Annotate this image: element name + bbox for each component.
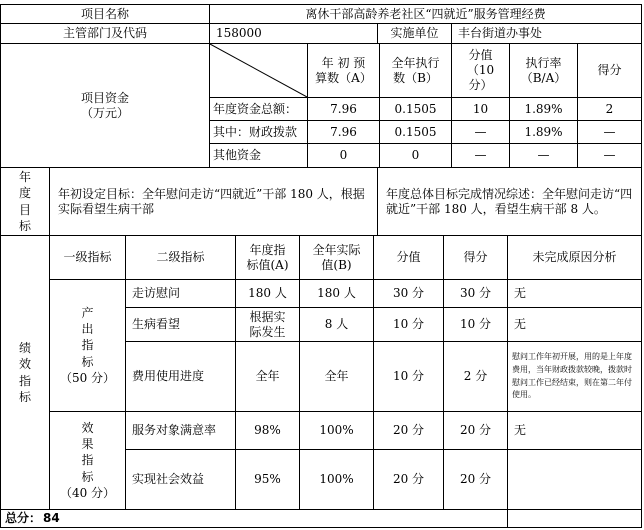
funds-diagonal-header [210,44,308,98]
perf-header-actual: 全年实际 值(B) [300,236,374,280]
col-initial-budget: 年 初 预 算数（A） [308,44,380,98]
perf-row-score: 20 分 [444,450,508,510]
perf-row-score-value: 10 分 [374,342,444,412]
perf-row-score: 20 分 [444,412,508,450]
perf-row-target: 98% [236,412,300,450]
perf-header-level1: 一级指标 [50,236,126,280]
funds-row-label: 其中：财政拨款 [210,121,308,144]
funds-row-score: 2 [578,98,642,121]
perf-row-score: 2 分 [444,342,508,412]
funds-row-budget: 7.96 [308,121,380,144]
col-exec-rate: 执行率 （B/A） [510,44,578,98]
output-indicators-group: 产 出 指 标 （50 分） [50,280,126,412]
goal-summary-text: 年度总体目标完成情况综述：全年慰问走访“四就近”干部 180 人，看望生病干部 8 人。 [378,168,642,236]
funds-row-rate: 1.89% [510,121,578,144]
perf-row-actual: 全年 [300,342,374,412]
perf-row-score-value: 20 分 [374,412,444,450]
funds-row-exec: 0 [380,144,452,168]
perf-row-score-value: 10 分 [374,308,444,342]
impl-unit-label: 实施单位 [378,24,452,44]
perf-row-indicator: 走访慰问 [126,280,236,308]
perf-row-reason: 无 [508,308,642,342]
perf-row-reason [508,450,642,510]
total-label: 总分： [5,511,42,525]
impl-unit-value: 丰台街道办事处 [452,24,642,44]
funds-section-label: 项目资金 （万元） [0,44,210,168]
funds-row-label: 年度资金总额： [210,98,308,121]
funds-row-label: 其他资金 [210,144,308,168]
dept-label: 主管部门及代码 [0,24,210,44]
col-score: 得分 [578,44,642,98]
funds-row-score: — [578,121,642,144]
perf-row-reason: 慰问工作年初开展，用的是上年度费用，当年财政拨款较晚，拨款时慰问工作已经结束，则在第二年付使用。 [508,342,642,412]
funds-row-score-value: 10 [452,98,510,121]
perf-row-actual: 100% [300,450,374,510]
funds-row-budget: 7.96 [308,98,380,121]
perf-row-actual: 8 人 [300,308,374,342]
total-blank [508,510,642,528]
perf-row-score-value: 30 分 [374,280,444,308]
project-name-label: 项目名称 [0,4,210,24]
funds-row-exec: 0.1505 [380,98,452,121]
perf-row-actual: 100% [300,412,374,450]
annual-goals-label: 年 度 目 标 [0,168,50,236]
perf-row-score-value: 20 分 [374,450,444,510]
perf-header-score: 得分 [444,236,508,280]
project-name-value: 离休干部高龄养老社区“四就近”服务管理经费 [210,4,642,24]
perf-row-indicator: 生病看望 [126,308,236,342]
funds-row-score-value: — [452,121,510,144]
total-value: 84 [43,511,60,525]
perf-row-reason: 无 [508,280,642,308]
perf-row-target: 95% [236,450,300,510]
funds-row-exec: 0.1505 [380,121,452,144]
perf-header-score-value: 分值 [374,236,444,280]
perf-row-target: 180 人 [236,280,300,308]
funds-row-score-value: — [452,144,510,168]
perf-row-reason: 无 [508,412,642,450]
col-annual-exec: 全年执行 数（B） [380,44,452,98]
perf-row-indicator: 实现社会效益 [126,450,236,510]
funds-row-rate: — [510,144,578,168]
perf-row-target: 全年 [236,342,300,412]
performance-label: 绩 效 指 标 [0,236,50,510]
perf-row-target: 根据实 际发生 [236,308,300,342]
funds-row-budget: 0 [308,144,380,168]
initial-goal-text: 年初设定目标：全年慰问走访“四就近”干部 180 人，根据实际看望生病干部 [50,168,378,236]
perf-header-level2: 二级指标 [126,236,236,280]
dept-code: 158000 [210,24,378,44]
total-score [0,510,508,528]
perf-row-score: 10 分 [444,308,508,342]
perf-row-actual: 180 人 [300,280,374,308]
effect-indicators-group: 效 果 指 标 （40 分） [50,412,126,510]
perf-header-reason: 未完成原因分析 [508,236,642,280]
funds-row-score: — [578,144,642,168]
perf-header-target: 年度指 标值(A) [236,236,300,280]
perf-row-indicator: 费用使用进度 [126,342,236,412]
funds-row-rate: 1.89% [510,98,578,121]
perf-row-score: 30 分 [444,280,508,308]
diagonal-line [210,44,307,97]
col-score-value: 分值 （10 分） [452,44,510,98]
perf-row-indicator: 服务对象满意率 [126,412,236,450]
